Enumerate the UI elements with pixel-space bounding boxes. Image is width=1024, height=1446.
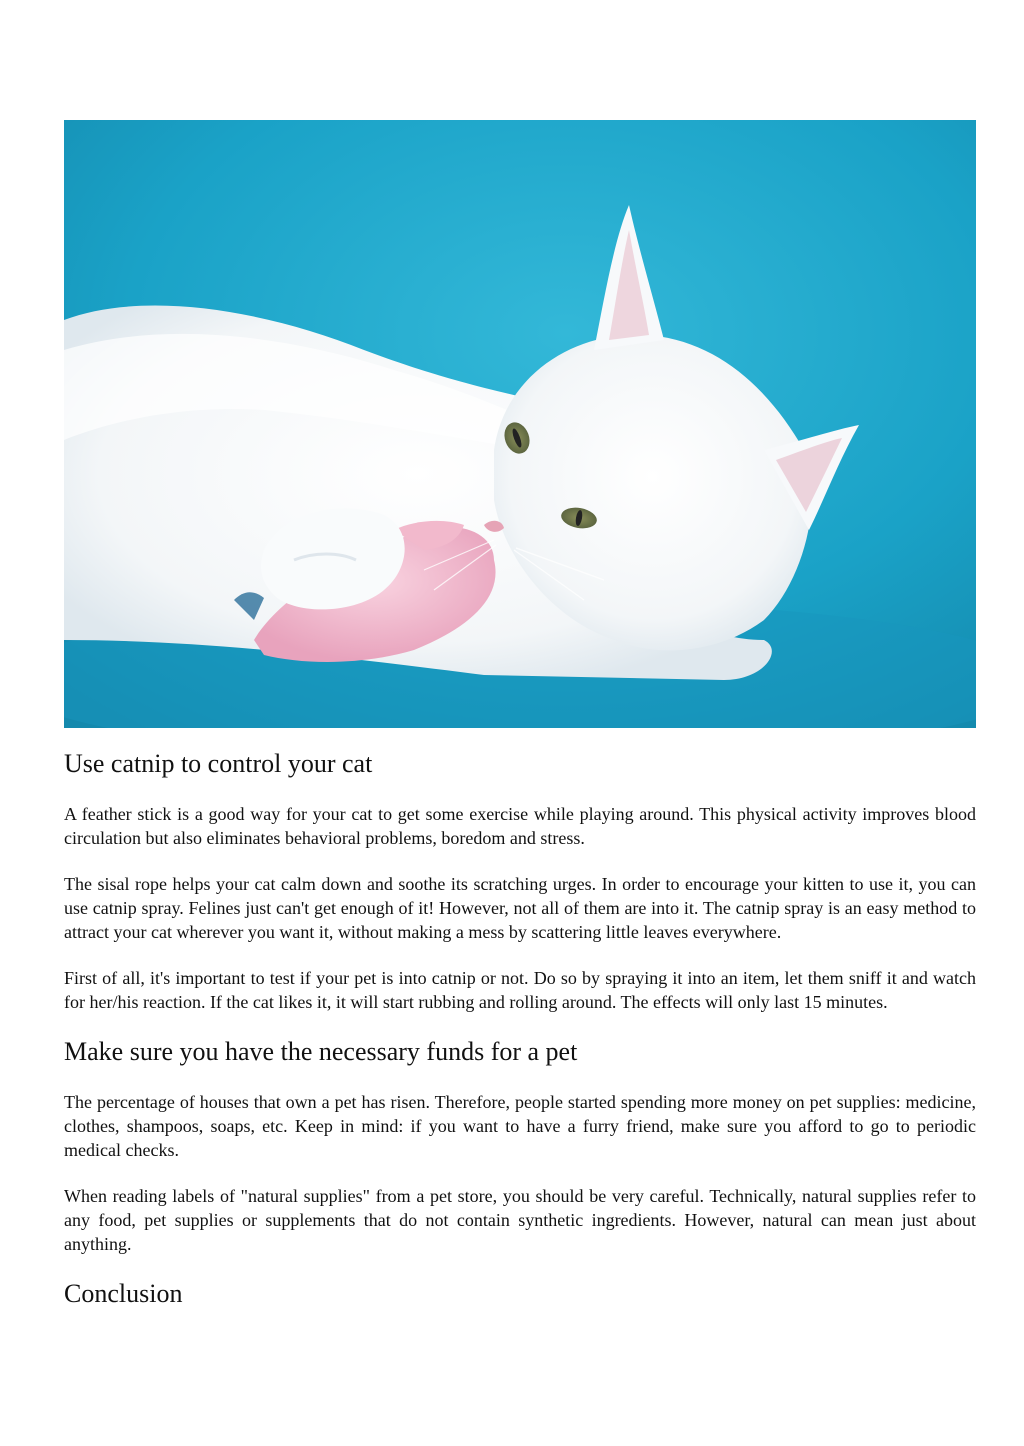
section-heading: Make sure you have the necessary funds for a pet bbox=[64, 1037, 578, 1066]
section-conclusion bbox=[64, 1278, 976, 1310]
section-heading: Conclusion bbox=[64, 1279, 183, 1308]
paragraph: A feather stick is a good way for your cat to get some exercise while playing around. This physical activity improves blood circulation but also eliminates behavioral problems, boredom and stress. bbox=[64, 804, 976, 848]
paragraph: The percentage of houses that own a pet has risen. Therefore, people started spending more money on pet supplies: medicine, clothes, shampoos, soaps, etc. Keep in mind: if you want to have a furry friend, make sure you afford to go to periodic medical checks. bbox=[64, 1092, 976, 1160]
article-body bbox=[64, 748, 976, 1332]
white-cat-illustration bbox=[64, 120, 976, 728]
paragraph: When reading labels of "natural supplies" from a pet store, you should be very careful. Technically, natural supplies refer to any food, pet supplies or supplements that do not contain synthetic ingredients. However, natural can mean just about anything. bbox=[64, 1186, 976, 1254]
hero-photo bbox=[64, 120, 976, 728]
section-heading: Use catnip to control your cat bbox=[64, 749, 373, 778]
section-funds bbox=[64, 1036, 976, 1256]
section-catnip bbox=[64, 748, 976, 1014]
paragraph: The sisal rope helps your cat calm down and soothe its scratching urges. In order to encourage your kitten to use it, you can use catnip spray. Felines just can't get enough of it! However, not all of them are into it. The catnip spray is an easy method to attract your cat wherever you want it, without making a mess by scattering little leaves everywhere. bbox=[64, 874, 976, 942]
paragraph: First of all, it's important to test if your pet is into catnip or not. Do so by spraying it into an item, let them sniff it and watch for her/his reaction. If the cat likes it, it will start rubbing and rolling around. The effects will only last 15 minutes. bbox=[64, 968, 976, 1012]
